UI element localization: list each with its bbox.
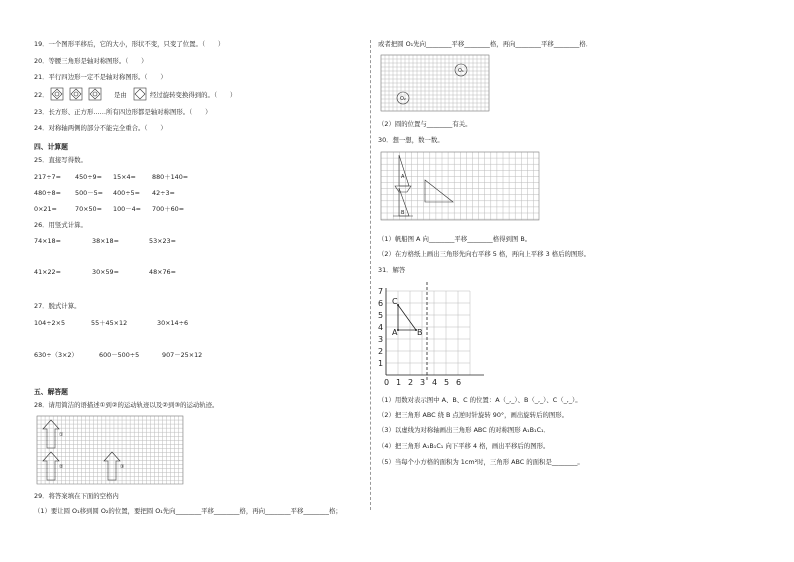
x-axis-tick-label: 3 bbox=[420, 378, 426, 387]
question-29-continued: 或者把圆 O₁先向________平移________格，再向________平移________格． bbox=[378, 40, 593, 48]
point-c-label: C bbox=[392, 297, 398, 306]
question-30-1: （1）帆船图 A 向________平移________格得到图 B。 bbox=[378, 235, 532, 243]
question-22-number: 22． bbox=[34, 91, 49, 99]
question-20: 20．等腰三角形是轴对称图形。（ ） bbox=[34, 57, 148, 65]
calc-item: 0×21= bbox=[34, 205, 57, 213]
question-26: 26．用竖式计算。 bbox=[34, 221, 87, 229]
x-axis-tick-label: 0 bbox=[384, 378, 390, 387]
circle-o1-label: O₁ bbox=[458, 68, 464, 74]
question-27: 27．脱式计算。 bbox=[34, 302, 81, 310]
y-axis-tick-label: 4 bbox=[378, 323, 384, 332]
coordinate-grid bbox=[376, 280, 488, 390]
question-24: 24．对称轴两侧的部分不能完全重合。（ ） bbox=[34, 124, 167, 132]
question-31-1: （1）用数对表示图中 A、B、C 的位置：A（_,_）、B（_,_）、C（_,_）。 bbox=[378, 396, 582, 404]
vertical-calc-item: 74×18= bbox=[34, 237, 61, 245]
y-axis-tick-label: 2 bbox=[378, 347, 384, 356]
vertical-calc-item: 41×22= bbox=[34, 268, 61, 276]
point-a-label: A bbox=[392, 328, 398, 337]
x-axis-tick-label: 5 bbox=[444, 378, 450, 387]
vertical-calc-item: 38×18= bbox=[92, 237, 119, 245]
circle-o2-label: O₂ bbox=[400, 96, 406, 102]
question-31: 31．解答 bbox=[378, 266, 406, 274]
triangle-abc bbox=[398, 305, 416, 330]
arrow-3-mark: ③ bbox=[120, 464, 125, 470]
column-divider bbox=[370, 40, 371, 510]
question-28: 28．请用简洁的语描述①到②的运动轨迹以及②到③的运动轨迹。 bbox=[34, 401, 219, 409]
question-23: 23．长方形、正方形……所有四边形都是轴对称图形。（ ） bbox=[34, 108, 212, 116]
circle-translation-grid bbox=[381, 55, 489, 111]
rotated-diamond-shapes bbox=[50, 87, 110, 101]
question-30: 30．想一想，数一数。 bbox=[378, 136, 444, 144]
calc-item: 217÷7= bbox=[34, 173, 61, 181]
calc-item: 880＋140= bbox=[152, 173, 189, 181]
question-29-2: （2）圆的位置与________有关。 bbox=[378, 120, 472, 128]
sailboat-b-label: B bbox=[401, 210, 405, 216]
arrow-motion-grid bbox=[37, 416, 183, 484]
sailboat-a-label: A bbox=[401, 174, 405, 180]
calc-item: 15×4= bbox=[113, 173, 136, 181]
calc-item: 480÷8= bbox=[34, 189, 61, 197]
mixed-calc-item: 55＋45×12 bbox=[91, 319, 128, 327]
calc-item: 700＋60= bbox=[152, 205, 185, 213]
question-22-text-a: 是由 bbox=[114, 91, 127, 99]
calc-item: 500－5= bbox=[75, 189, 104, 197]
mixed-calc-item: 30×14÷6 bbox=[157, 319, 189, 327]
y-axis-tick-label: 6 bbox=[378, 299, 384, 308]
question-31-2: （2）把三角形 ABC 绕 B 点逆时针旋转 90°，画出旋转后的图形。 bbox=[378, 411, 569, 419]
calc-item: 450÷9= bbox=[75, 173, 102, 181]
question-21: 21．平行四边形一定不是轴对称图形。（ ） bbox=[34, 73, 167, 81]
sailboat-grid bbox=[381, 152, 539, 220]
question-22-text-b: 经过旋转变换得到的。（ ） bbox=[150, 91, 237, 99]
vertical-calc-item: 48×76= bbox=[149, 268, 176, 276]
question-29: 29．将答案填在下面的空格内 bbox=[34, 492, 119, 500]
question-31-3: （3）以虚线为对称轴画出三角形 ABC 的对称图形 A₁B₁C₁． bbox=[378, 426, 550, 434]
question-29-1: （1）要让圆 O₁移到圆 O₂的位置，要把圆 O₁先向________平移________格，再向________平移________格； bbox=[34, 507, 342, 515]
x-axis-tick-label: 4 bbox=[432, 378, 438, 387]
question-31-4: （4）把三角形 A₁B₁C₁ 向下平移 4 格，画出平移后的图形。 bbox=[378, 442, 550, 450]
vertical-calc-item: 53×23= bbox=[149, 237, 176, 245]
point-b-label: B bbox=[417, 328, 423, 337]
section-4-title: 四、计算题 bbox=[34, 143, 68, 151]
calc-item: 100－4= bbox=[113, 205, 142, 213]
calc-item: 70×50= bbox=[75, 205, 102, 213]
question-31-5: （5）当每个小方格的面积为 1cm²时，三角形 ABC 的面积是________。 bbox=[378, 458, 584, 466]
vertical-calc-item: 30×59= bbox=[92, 268, 119, 276]
arrow-2-mark: ② bbox=[59, 464, 64, 470]
calc-item: 42÷3= bbox=[152, 189, 175, 197]
y-axis-tick-label: 1 bbox=[378, 359, 384, 368]
section-5-title: 五、解答题 bbox=[34, 388, 68, 396]
question-25: 25．直接写得数。 bbox=[34, 156, 87, 164]
x-axis-tick-label: 6 bbox=[456, 378, 462, 387]
mixed-calc-item: 630÷（3×2） bbox=[34, 351, 78, 359]
mixed-calc-item: 600－500÷5 bbox=[99, 351, 140, 359]
source-diamond-shape bbox=[133, 87, 147, 101]
mixed-calc-item: 104÷2×5 bbox=[34, 319, 66, 327]
y-axis-tick-label: 7 bbox=[378, 287, 384, 296]
arrow-1-mark: ① bbox=[59, 432, 64, 438]
x-axis-tick-label: 1 bbox=[396, 378, 402, 387]
calc-item: 400÷5= bbox=[113, 189, 140, 197]
x-axis-tick-label: 2 bbox=[408, 378, 414, 387]
y-axis-tick-label: 3 bbox=[378, 335, 384, 344]
y-axis-tick-label: 5 bbox=[378, 311, 384, 320]
mixed-calc-item: 907－25×12 bbox=[162, 351, 203, 359]
question-19: 19．一个图形平移后，它的大小，形状不变，只变了位置。（ ） bbox=[34, 40, 225, 48]
question-30-2: （2）在方格纸上画出三角形先向右平移 5 格，再向上平移 3 格后的图形。 bbox=[378, 250, 591, 258]
